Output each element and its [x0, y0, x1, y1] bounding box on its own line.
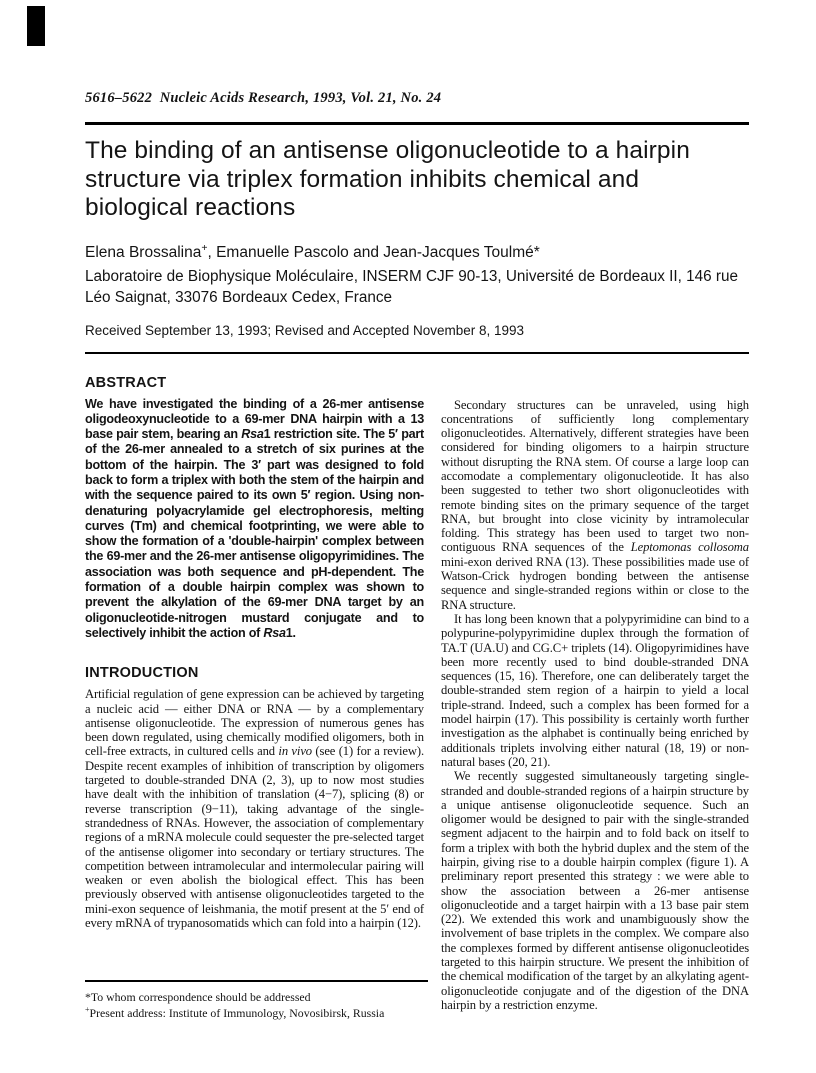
introduction-heading: INTRODUCTION [85, 665, 199, 682]
masthead-divider [85, 122, 749, 125]
authors-line: Elena Brossalina+, Emanuelle Pascolo and Jean-Jacques Toulmé* [85, 241, 540, 261]
footnote-divider [85, 980, 428, 982]
left-column [85, 375, 424, 1013]
footnote-correspondence: *To whom correspondence should be addressed [85, 989, 311, 1004]
header-divider [85, 352, 749, 354]
received-dates: Received September 13, 1993; Revised and Accepted November 8, 1993 [85, 322, 525, 338]
body-paragraph-polypyrimidine: It has long been known that a polypyrimidine can bind to a polypurine-polypyrimidine duplex through the formation of TA.T (UA.U) and CG.C+ triplets (14). Oligopyrimidines have been more recently used to bind double-stranded DNA sequences (15, 16). Therefore, one can deliberately target the double-stranded stem region of a hairpin to yield a local triple-strand. Indeed, such a complex has been formed for a model hairpin (17). This possibility is certainly worth further investigation as the alphabet is continually being enriched by additionals triplets involving either natural (18, 19) or non-natural bases (20, 21). [441, 611, 749, 769]
right-column [441, 375, 749, 1013]
journal-citation: 5616–5622 Nucleic Acids Research, 1993, Vol. 21, No. 24 [85, 90, 442, 106]
body-paragraph-secondary-structures: Secondary structures can be unraveled, using high concentrations of sufficiently long complementary oligonucleotides. Alternatively, different strategies have been considered for binding oligomers to a hairpin structure without disrupting the RNA stem. Of course a large loop can accomodate a complementary oligonucleotide. It has also been suggested to tether two short oligonucleotides with remote binding sites on the primary sequence of the target RNA, but brought into close vicinity by intramolecular folding. This strategy has been used to target two non-contiguous RNA sequences of the Leptomonas collosoma mini-exon derived RNA (13). These possibilities made use of Watson-Crick hydrogen bonding between the antisense sequence and single-stranded regions within or close to the RNA structure. [441, 397, 749, 612]
footnote-present-address: +Present address: Institute of Immunology, Novosibirsk, Russia [85, 1005, 385, 1020]
affiliation-line: Laboratoire de Biophysique Moléculaire, INSERM CJF 90-13, Université de Bordeaux II, 146 rue Léo Saignat, 33076 Bordeaux Cedex, France [85, 267, 739, 306]
body-paragraph-strategy: We recently suggested simultaneously targeting single-stranded and double-stranded regions of a hairpin structure by a unique antisense oligonucleotide sequence. Such an oligomer would be designed to pair with the single-stranded segment adjacent to the hairpin and to fold back on itself to form a triplex with both the hybrid duplex and the stem of the hairpin, giving rise to a double hairpin complex (figure 1). A preliminary report presented this strategy : we were able to show the association between a 26-mer antisense oligonucleotide and a target hairpin with a 13 base pair stem (22). We extended this work and unambiguously show the involvement of base triplets in the complex. We compare also the complexes formed by different antisense oligonucleotides targeted to this hairpin structure. We present the inhibition of the chemical modification of the target by an alkylating agent-oligonucleotide conjugate and of the digestion of the DNA hairpin by a restriction enzyme. [441, 769, 749, 1012]
two-column-body [85, 375, 749, 1013]
introduction-paragraph: Artificial regulation of gene expression can be achieved by targeting a nucleic acid — either DNA or RNA — by a complementary antisense oligonucleotide. The expression of numerous genes has been down regulated, using chemically modified oligomers, both in cell-free extracts, in cultured cells and in vivo (see (1) for a review). Despite recent examples of inhibition of transcription by oligomers targeted to double-stranded DNA (2, 3), up to now most studies have dealt with the inhibition of translation (4−7), splicing (8) or reverse transcription (9−11), taking advantage of the single-strandedness of RNAs. However, the association of complementary regions of a mRNA molecule could sequester the pre-selected target of the antisense oligomer into secondary or tertiary structures. The competition between intramolecular and intermolecular pairing will weaken or even abolish the biological effect. This has been previously observed with antisense oligonucleotides targeted to the mini-exon sequence of leishmania, the motif present at the 5′ end of every mRNA of trypanosomatids which can fold into a hairpin (12). [85, 687, 424, 930]
abstract-text: We have investigated the binding of a 26-mer antisense oligodeoxynucleotide to a 69-mer DNA hairpin with a 13 base pair stem, bearing an Rsa1 restriction site. The 5′ part of the 26-mer annealed to a stretch of six purines at the bottom of the hairpin. The 3′ part was designed to fold back to form a triplex with both the stem of the hairpin and with the sequence paired to its own 5′ region. Using non-denaturing polyacrylamide gel electrophoresis, melting curves (Tm) and chemical footprinting, we were able to show the formation of a 'double-hairpin' complex between the 69-mer and the 26-mer antisense oligopyrimidines. The association was both sequence and pH-dependent. The formation of a double hairpin complex was shown to prevent the alkylation of the 69-mer DNA target by an oligonucleotide-nitrogen mustard conjugate and to selectively inhibit the action of Rsa1. [85, 396, 424, 640]
scan-artifact-mark [27, 6, 45, 46]
abstract-heading: ABSTRACT [85, 374, 167, 391]
footnotes-block [85, 980, 428, 1022]
article-title: The binding of an antisense oligonucleotide to a hairpin structure via triplex formation inhibits chemical and biological reactions [85, 137, 690, 221]
article-header [85, 90, 749, 354]
